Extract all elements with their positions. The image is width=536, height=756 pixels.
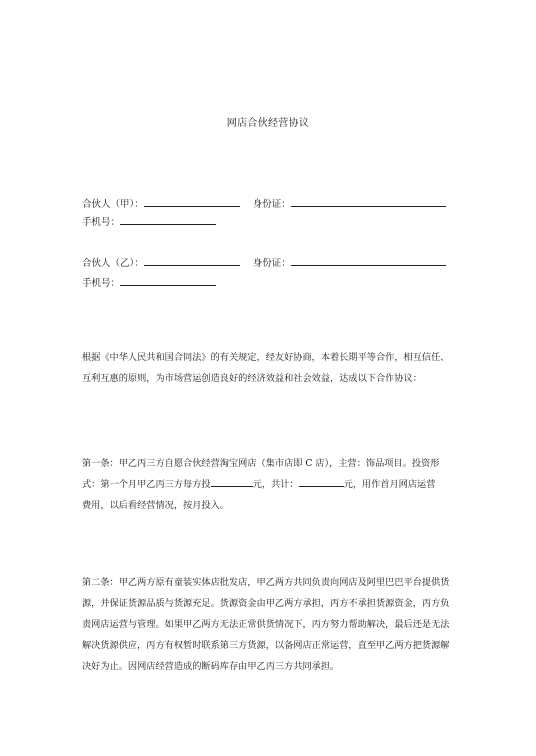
partner-b-id-blank xyxy=(291,255,446,266)
clause-2-paragraph xyxy=(82,572,467,677)
clause-1-text: 元，用作首月网店运营 xyxy=(343,479,436,490)
clause-1-text: 元，共计： xyxy=(252,479,299,490)
partner-a-phone-label: 手机号： xyxy=(82,217,121,228)
clause-2-line: 决好为止。因网店经营造成的断码库存由甲乙丙三方共同承担。 xyxy=(82,661,340,672)
partner-b-phone-row xyxy=(82,275,216,290)
partner-a-id-blank xyxy=(291,196,446,207)
clause-1-line: 第一条：甲乙丙三方自愿合伙经营淘宝网店（集市店即 C 店），主营：饰品项目。投资形 xyxy=(82,458,440,469)
partner-a-row xyxy=(82,196,446,211)
partner-b-name-blank xyxy=(144,255,240,266)
preamble-line: 根据《中华人民共和国合同法》的有关规定，经友好协商，本着长期平等合作，相互信任、 xyxy=(82,352,450,363)
clause-2-line: 第二条：甲乙两方原有童装实体店批发店，甲乙两方共同负责向网店及阿里巴巴平台提供货 xyxy=(82,577,450,588)
clause-2-line: 源，并保证货源品质与货源充足。货源资金由甲乙两方承担，丙方不承担货源资金，丙方负 xyxy=(82,598,450,609)
clause-1-line: 费用，以后看经营情况，按月投入。 xyxy=(82,500,229,511)
partner-a-name-blank xyxy=(144,196,240,207)
preamble-line: 互利互惠的原则，为市场营运创造良好的经济效益和社会效益，达成以下合作协议： xyxy=(82,373,422,384)
clause-1-text: 式：第一个月甲乙丙三方每方投 xyxy=(82,479,211,490)
partner-b-phone-blank xyxy=(120,275,216,286)
partner-b-phone-label: 手机号： xyxy=(82,278,121,289)
partner-b-label: 合伙人（乙）： xyxy=(82,258,144,269)
clause-1-paragraph xyxy=(82,453,467,516)
partner-a-phone-row xyxy=(82,214,216,229)
partner-b-row xyxy=(82,255,446,270)
investment-total-blank xyxy=(299,475,344,487)
document-title: 网店合伙经营协议 xyxy=(226,118,310,129)
preamble-paragraph xyxy=(82,347,467,389)
investment-per-party-blank xyxy=(211,475,253,487)
partner-a-id-label: 身份证： xyxy=(252,199,291,210)
partner-b-id-label: 身份证： xyxy=(252,258,291,269)
clause-1-line xyxy=(82,474,467,495)
clause-2-line: 责网店运营与管理。如果甲乙两方无法正常供货情况下，丙方努力帮助解决，最后还是无法 xyxy=(82,619,450,630)
partner-a-label: 合伙人（甲）： xyxy=(82,199,144,210)
clause-2-line: 解决货源供应，丙方有权暂时联系第三方货源，以备网店正常运营，直至甲乙两方把货源解 xyxy=(82,640,450,651)
partner-a-phone-blank xyxy=(120,214,216,225)
